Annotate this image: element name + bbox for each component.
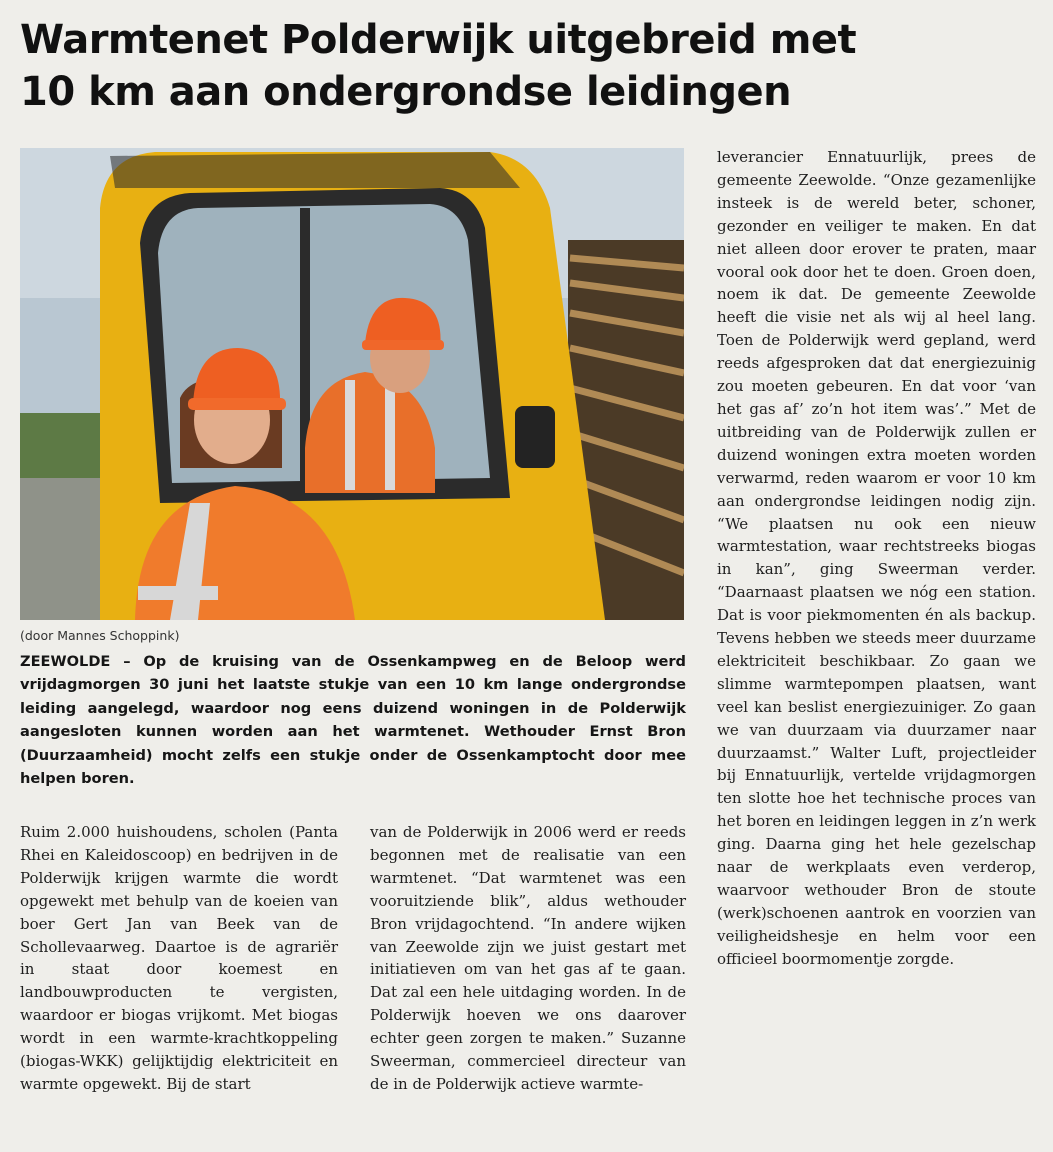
lead-paragraph: ZEEWOLDE – Op de kruising van de Ossenkampweg en de Beloop werd vrijdagmorgen 30 juni het laatste stukje van een 10 km lange ondergrondse leiding aangelegd, waardoor nog eens duizend woningen in de Polderwijk aangesloten kunnen worden aan het warmtenet. Wethouder Ernst Bron (Duurzaamheid) mocht zelfs een stukje onder de Ossenkamptocht door mee helpen boren. <box>20 653 686 788</box>
headline <box>20 14 1040 118</box>
article-column-right <box>717 146 1036 971</box>
headline-line-2: 10 km aan ondergrondse leidingen <box>20 69 792 115</box>
headline-line-1: Warmtenet Polderwijk uitgebreid met <box>20 17 857 63</box>
photo-caption: (door Mannes Schoppink) <box>20 628 180 643</box>
column-middle-text: van de Polderwijk in 2006 werd er reeds begonnen met de realisatie van een warmtenet. “Dat warmtenet was een vooruitziende blik”, aldus wethouder Bron vrijdagochtend. “In andere wijken van Zeewolde zijn we juist gestart met initiatieven om van het gas af te gaan. Dat zal een hele uitdaging worden. In de Polderwijk hoeven we ons daarover echter geen zorgen te maken.” Suzanne Sweerman, commercieel directeur van de in de Polderwijk actieve warmte- <box>370 823 686 1093</box>
column-left-text: Ruim 2.000 huishoudens, scholen (Panta Rhei en Kaleidoscoop) en bedrijven in de Polderwijk krijgen warmte die wordt opgewekt met behulp van de koeien van boer Gert Jan van Beek van de Schollevaarweg. Daartoe is de agrariër in staat door koemest en landbouwproducten te vergisten, waardoor er biogas vrijkomt. Met biogas wordt in een warmte-krachtkoppeling (biogas-WKK) gelijktijdig elektriciteit en warmte opgewekt. Bij de start <box>20 823 338 1093</box>
article-column-middle <box>370 821 686 1096</box>
column-right-text: leverancier Ennatuurlijk, prees de gemeente Zeewolde. “Onze gezamenlijke insteek is de wereld beter, schoner, gezonder en veiliger te maken. En dat niet alleen door erover te praten, maar vooral ook door het te doen. Groen doen, noem ik dat. De gemeente Zeewolde heeft die visie net als wij al heel lang. Toen de Polderwijk werd gepland, werd reeds afgesproken dat dat energiezuinig zou moeten gebeuren. En dat voor ‘van het gas af’ zo’n hot item was’.” Met de uitbreiding van de Polderwijk zullen er duizend woningen extra moeten worden verwarmd, reden waarom er voor 10 km aan ondergrondse leidingen nodig zijn. “We plaatsen nu ook een nieuw warmtestation, waar rechtstreeks biogas in kan”, ging Sweerman verder. “Daarnaast plaatsen we nóg een station. Dat is voor piekmomenten én als backup. Tevens hebben we steeds meer duurzame elektriciteit beschikbaar. Zo gaan we slimme warmtepompen plaatsen, want veel kan beslist energiezuiniger. Zo gaan we van duurzaam via duurzamer naar duurzaamst.” Walter Luft, projectleider bij Ennatuurlijk, vertelde vrijdagmorgen ten slotte hoe het technische proces van het boren en leidingen leggen in z’n werk ging. Daarna ging het hele gezelschap naar de werkplaats even verderop, waarvoor wethouder Bron de stoute (werk)schoenen aantrok en voorzien van veiligheidshesje en helm voor een officieel boormomentje zorgde. <box>717 148 1036 968</box>
article-photo <box>20 148 684 620</box>
article-column-left <box>20 821 338 1096</box>
